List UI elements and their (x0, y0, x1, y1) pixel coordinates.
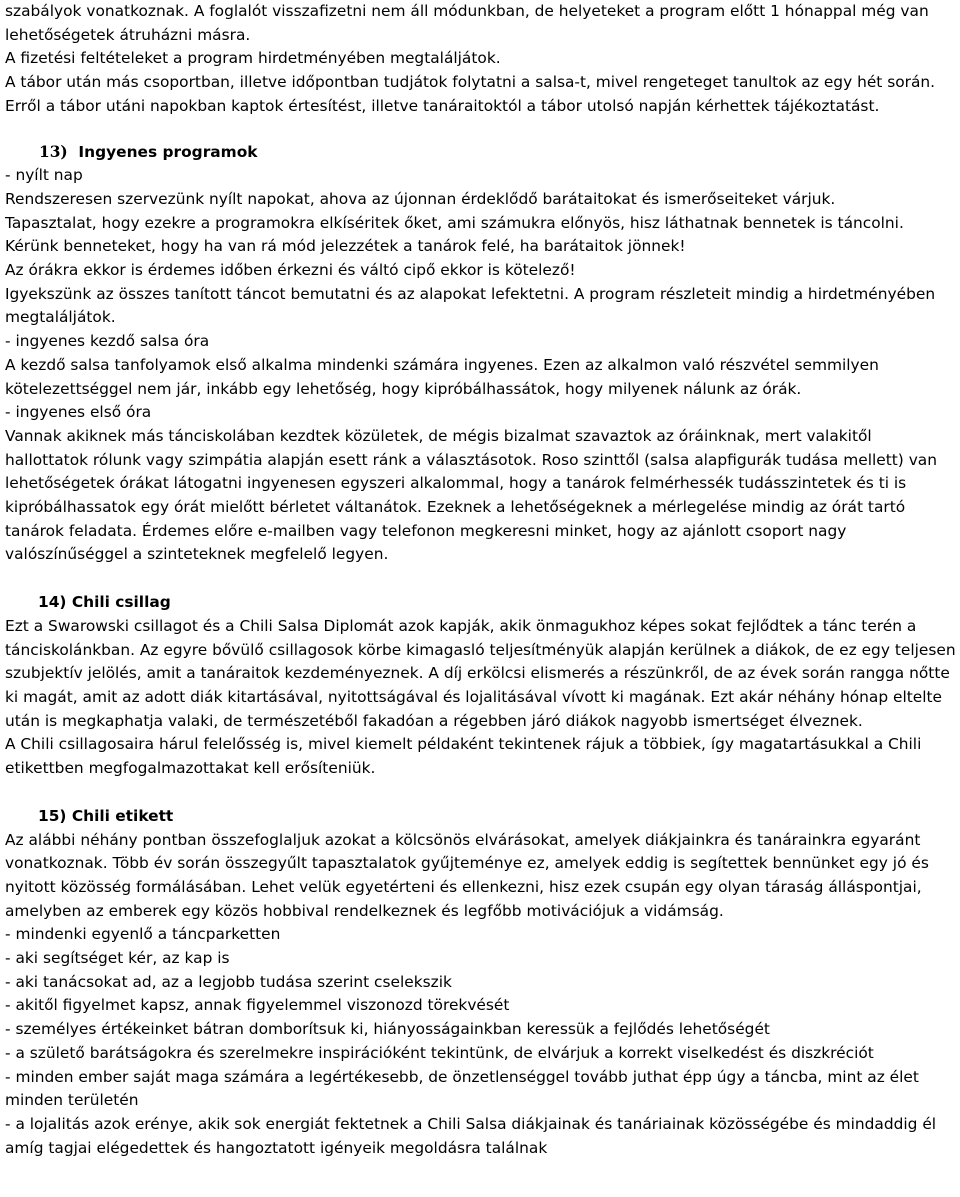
section-heading (5, 141, 956, 165)
list-item: - a születő barátságokra és szerelmekre inspirációként tekintünk, de elvárjuk a korrekt viselkedést és diszkréciót (5, 1043, 874, 1062)
body-paragraph: Vannak akiknek más tánciskolában kezdtek közületek, de mégis bizalmat szavaztok az óráinknak, mert valakitől hallottatok rólunk vagy szimpátia alapján esett ránk a választásotok. Roso szinttől (salsa alapfigurák tudása mellett) van lehetőségetek órákat látogatni ingyenesen egyszeri alkalommal, hogy a tanárok felmérhessék tudásszintetek és ti is kipróbálhassatok egy órát mielőtt bérletet váltanátok. Ezeknek a lehetőségeknek a mérlegelése mindig az órát tartó tanárok feladata. Érdemes előre e-mailben vagy telefonon megkeresni minket, hogy az ajánlott csoport nagy valószínűséggel a szinteteknek megfelelő legyen. (5, 426, 937, 564)
intro-paragraph: A fizetési feltételeket a program hirdetményében megtaláljátok. (5, 49, 501, 68)
spacer (5, 781, 956, 805)
body-paragraph: - ingyenes kezdő salsa óra (5, 332, 210, 351)
intro-paragraph: A tábor után más csoportban, illetve időpontban tudjátok folytatni a salsa-t, mivel rengeteget tanultok az egy hét során. Erről a tábor utáni napokban kaptok értesítést, illetve tanáraitoktól a tábor utolsó napján kérhettek tájékoztatást. (5, 73, 936, 115)
section-heading (5, 805, 956, 829)
section-14 (5, 591, 956, 781)
body-paragraph: Kérünk benneteket, hogy ha van rá mód jelezzétek a tanárok felé, ha barátaitok jönnek! (5, 237, 686, 256)
section-title: Chili etikett (71, 806, 174, 825)
list-item: - aki tanácsokat ad, az a legjobb tudása szerint cselekszik (5, 972, 452, 991)
intro-block (5, 0, 956, 119)
body-paragraph: Igyekszünk az összes tanított táncot bemutatni és az alapokat lefektetni. A program részleteit mindig a hirdetményében megtaláljátok. (5, 284, 936, 327)
section-15 (5, 805, 956, 1161)
body-paragraph: Az órákra ekkor is érdemes időben érkezni és váltó cipő ekkor is kötelező! (5, 261, 576, 280)
section-number: 15) (38, 806, 67, 825)
section-title: Chili csillag (71, 593, 171, 612)
body-paragraph: A Chili csillagosaira hárul felelősség is, mivel kiemelt példaként tekintenek rájuk a többiek, így magatartásukkal a Chili etikettben megfogalmazottakat kell erősíteniük. (5, 735, 922, 778)
body-paragraph: A kezdő salsa tanfolyamok első alkalma mindenki számára ingyenes. Ezen az alkalmon való részvétel semmilyen kötelezettséggel nem jár, inkább egy lehetőség, hogy kipróbálhassátok, hogy milyenek nálunk az órák. (5, 355, 879, 398)
body-paragraph: Tapasztalat, hogy ezekre a programokra elkíséritek őket, ami számukra előnyös, hisz láthatnak bennetek is táncolni. (5, 213, 904, 232)
list-item: - aki segítséget kér, az kap is (5, 949, 230, 968)
body-paragraph: Az alábbi néhány pontban összefoglaljuk azokat a kölcsönös elvárásokat, amelyek diákjainkra és tanárainkra egyaránt vonatkoznak. Több év során összegyűlt tapasztalatok gyűjteménye ez, amelyek eddig is segítettek bennünket egy jó és nyitott közösség formálásában. Lehet velük egyetérteni és ellenkezni, hisz ezek csupán egy olyan táraság álláspontjai, amelyben az emberek egy közös hobbival rendelkeznek és legfőbb motivációjuk a vidámság. (5, 830, 929, 920)
body-paragraph: Ezt a Swarowski csillagot és a Chili Salsa Diplomát azok kapják, akik önmagukhoz képes sokat fejlődtek a tánc terén a tánciskolánkban. Az egyre bővülő csillagosok körbe kimagasló teljesítményük alapján kerülnek a diákok, de ez egy teljesen szubjektív jelölés, amit a tanáraitok kezdeményeznek. A díj erkölcsi elismerés a részünkről, de az évek során rangga nőtte ki magát, amit az adott diák kitartásával, nyitottságával és lojalitásával vívott ki magának. Ezt akár néhány hónap eltelte után is megkaphatja valaki, de természetéből fakadóan a régebben járó diákok nagyobb ismertséget élveznek. (5, 616, 956, 730)
body-paragraph: - nyílt nap (5, 166, 83, 185)
list-item: - minden ember saját maga számára a legértékesebb, de önzetlenséggel tovább juthat épp úgy a táncba, mint az élet minden területén (5, 1067, 919, 1110)
section-heading (5, 591, 956, 615)
body-paragraph: - ingyenes első óra (5, 403, 152, 422)
section-number: 13) (39, 142, 68, 161)
list-item: - személyes értékeinket bátran domborítsuk ki, hiányosságainkban keressük a fejlődés lehetőségét (5, 1020, 770, 1039)
intro-paragraph: szabályok vonatkoznak. A foglalót visszafizetni nem áll módunkban, de helyeteket a program előtt 1 hónappal még van lehetőségetek átruházni másra. (5, 2, 929, 44)
section-title: Ingyenes programok (78, 142, 258, 161)
list-item: - a lojalitás azok erénye, akik sok energiát fektetnek a Chili Salsa diákjainak és tanáriainak közösségébe és mindaddig él amíg tagjai elégedettek és hangoztatott igényeik megoldásra találnak (5, 1114, 937, 1157)
spacer (5, 567, 956, 591)
spacer (5, 119, 956, 141)
section-number: 14) (38, 593, 67, 612)
body-paragraph: Rendszeresen szervezünk nyílt napokat, ahova az újonnan érdeklődő barátaitokat és ismerőseiteket várjuk. (5, 189, 836, 208)
list-item: - akitől figyelmet kapsz, annak figyelemmel viszonozd törekvését (5, 996, 510, 1015)
section-13 (5, 141, 956, 568)
list-item: - mindenki egyenlő a táncparketten (5, 925, 281, 944)
